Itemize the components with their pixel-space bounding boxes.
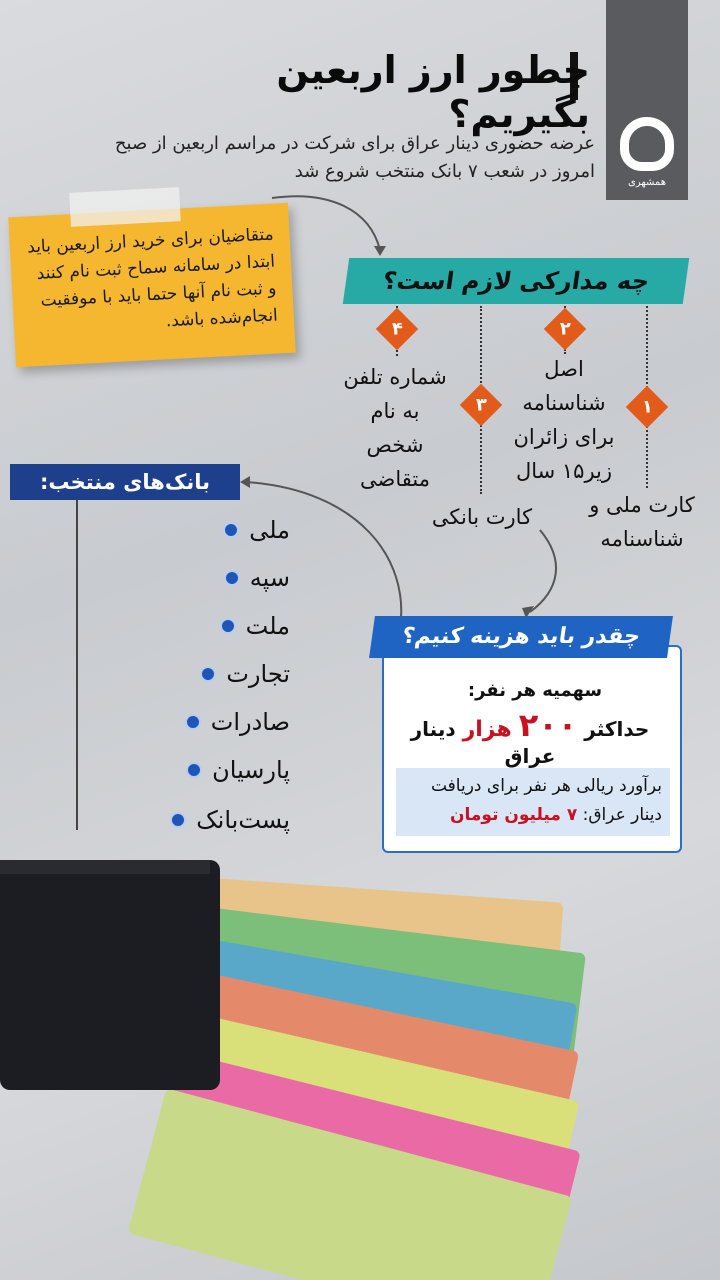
logo-caption: همشهری: [628, 177, 666, 188]
bank-item: تجارت: [90, 654, 290, 694]
arrow-head-icon: [374, 246, 386, 256]
banks-title: بانک‌های منتخب:: [10, 464, 240, 500]
arrow-note-to-docs: [272, 196, 380, 250]
estimate-box: برآورد ریالی هر نفر برای دریافت دینار عراق: ۷ میلیون تومان: [396, 768, 670, 836]
bullet-icon: [223, 522, 239, 538]
doc-item-1: کارت ملی و شناسنامه: [589, 493, 695, 551]
doc-item-2: اصل شناسنامه برای زائران زیر۱۵ سال: [513, 357, 615, 483]
bank-item: پست‌بانک: [90, 800, 290, 840]
bullet-icon: [200, 666, 216, 682]
bank-item: سپه: [90, 558, 290, 598]
bullet-icon: [185, 714, 201, 730]
bullet-icon: [186, 762, 202, 778]
doc-item-4: شماره تلفن به نام شخص متقاضی: [343, 365, 447, 491]
quota-label: سهمیه هر نفر:: [467, 680, 603, 701]
page-subtitle: عرضه حضوری دینار عراق برای شرکت در مراسم اربعین از صبح امروز در شعب ۷ بانک منتخب شروع شد: [114, 133, 595, 182]
arrow-head-icon: [240, 476, 250, 488]
registration-note: متقاضیان برای خرید ارز اربعین باید ابتدا در سامانه سماح ثبت نام کنند و ثبت نام آنها حتما باید با موفقیت انجام‌شده باشد.: [8, 203, 295, 367]
wallet-image: [0, 860, 220, 1090]
quota-value: حداکثر ۲۰۰ هزار دینار عراق: [410, 706, 650, 768]
bullet-icon: [220, 618, 236, 634]
cost-title: چقدر باید هزینه کنیم؟: [369, 616, 673, 658]
bank-item: پارسیان: [90, 750, 290, 790]
doc-number-badge: ۲: [544, 308, 586, 350]
documents-title: چه مدارکی لازم است؟: [343, 258, 689, 304]
banks-line: [76, 500, 78, 830]
bullet-icon: [170, 812, 186, 828]
doc-number-badge: ۱: [626, 386, 668, 428]
bank-item: صادرات: [90, 702, 290, 742]
bullet-icon: [224, 570, 240, 586]
arrow-docs-to-cost: [530, 530, 556, 612]
bank-item: ملی: [90, 510, 290, 550]
money-illustration: [0, 860, 720, 1280]
doc-number-badge: ۴: [376, 308, 418, 350]
doc-item-3: کارت بانکی: [431, 505, 533, 529]
doc-number-badge: ۳: [460, 384, 502, 426]
page-title: چطور ارز اربعین بگیریم؟: [276, 48, 590, 136]
bank-item: ملت: [90, 606, 290, 646]
